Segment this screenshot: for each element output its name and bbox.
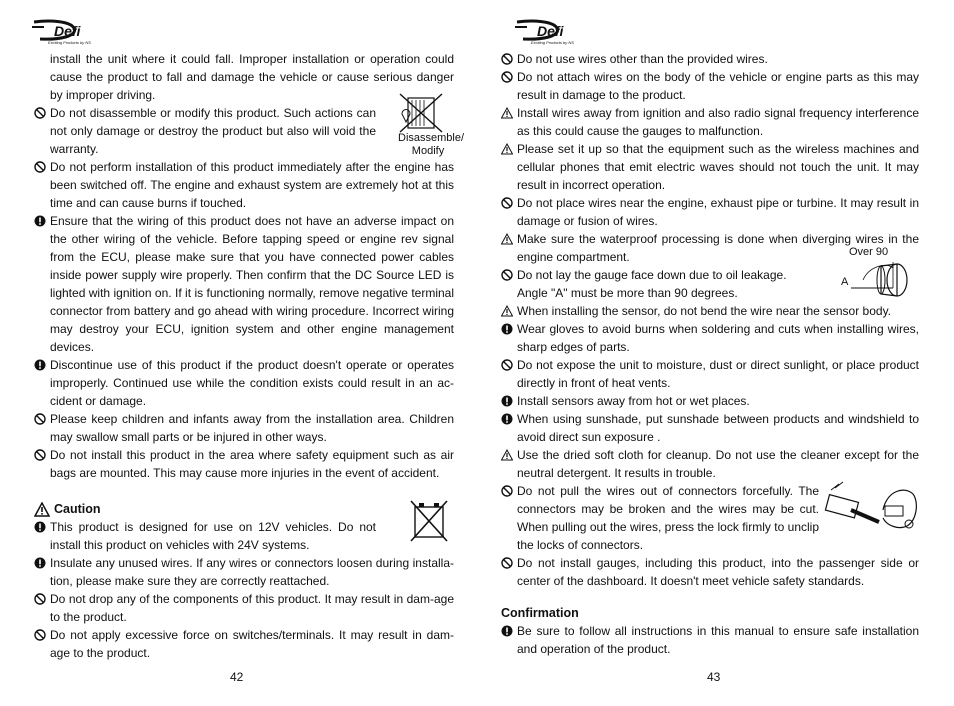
- logo-text: Defi: [54, 23, 81, 39]
- item-text: Do not attach wires on the body of the vehicle or engine parts as this may result in damage to the product.: [517, 70, 919, 102]
- list-item: [34, 554, 454, 590]
- list-item: [501, 302, 919, 320]
- item-text: When using sunshade, put sunshade between products and windshield to avoid direct sun exposure .: [517, 412, 919, 444]
- right-content: [501, 50, 919, 658]
- list-item: [34, 518, 454, 554]
- prohibit-icon: [34, 107, 46, 119]
- prohibit-icon: [34, 413, 46, 425]
- item-text: This product is designed for use on 12V vehicles. Do not install this product on vehicles with 24V systems.: [50, 520, 376, 552]
- item-text: When installing the sensor, do not bend the wire near the sensor body.: [517, 304, 892, 318]
- prohibit-icon: [501, 71, 513, 83]
- item-text: Insulate any unused wires. If any wires or connectors loosen during installa-tion, please make sure they are correctly reattached.: [50, 556, 454, 588]
- item-text: Do not apply excessive force on switches/terminals. It may result in dam-age to the product.: [50, 628, 454, 660]
- mandatory-icon: [34, 215, 46, 227]
- continuation-paragraph: install the unit where it could fall. Improper installation or operation could cause the product to fall and damage the vehicle or cause serious danger by improper driving.: [50, 52, 454, 102]
- prohibit-icon: [501, 53, 513, 65]
- list-item: [501, 194, 919, 230]
- list-item: [34, 410, 454, 446]
- list-item: [34, 590, 454, 626]
- angle-a-label: A: [841, 276, 849, 288]
- defi-logo: [30, 18, 102, 46]
- caution-heading-text: Caution: [54, 502, 101, 516]
- warning-icon: [34, 502, 50, 517]
- list-item: [34, 626, 454, 662]
- list-item: [34, 212, 454, 356]
- list-item: [34, 356, 454, 410]
- item-text: Do not use wires other than the provided wires.: [517, 52, 768, 66]
- list-item: [501, 356, 919, 392]
- angle-over-label: Over 90: [849, 246, 889, 258]
- mandatory-icon: [501, 413, 513, 425]
- item-text: Do not expose the unit to moisture, dust or direct sunlight, or place product directly in front of heat vents.: [517, 358, 919, 390]
- item-text: Do not pull the wires out of connectors forcefully. The connectors may be broken and the wires may be cut. When pulling out the wires, press the lock firmly to unclip the locks of connectors.: [517, 484, 819, 552]
- item-text: Please set it up so that the equipment such as the wireless machines and cellular phones that emit electric waves should not touch the unit. It may result in incorrect operation.: [517, 142, 919, 192]
- prohibit-icon: [34, 161, 46, 173]
- page-number-left: 42: [230, 670, 244, 684]
- defi-logo-graphic: [513, 18, 585, 46]
- disassemble-prohibited-illustration: [398, 92, 444, 134]
- page-right: [477, 0, 954, 706]
- mandatory-icon: [501, 625, 513, 637]
- list-item: [501, 50, 919, 68]
- logo-text: Defi: [537, 23, 564, 39]
- item-text: Use the dried soft cloth for cleanup. Do not use the cleaner except for the neutral detergent. It results in trouble.: [517, 448, 919, 480]
- list-item: [501, 410, 919, 446]
- item-text: Install wires away from ignition and also radio signal frequency interference as this could cause the gauges to malfunction.: [517, 106, 919, 138]
- item-text: Do not disassemble or modify this product. Such actions can not only damage or destroy the product but also will void the warranty.: [50, 106, 376, 156]
- item-text: Do not perform installation of this product immediately after the engine has been switched off. The engine and exhaust system are extremely hot at this time and can cause burns if touched.: [50, 160, 454, 210]
- connector-illustration: [821, 480, 921, 540]
- list-item: [501, 104, 919, 140]
- mandatory-icon: [34, 359, 46, 371]
- mandatory-icon: [501, 395, 513, 407]
- warning-icon: [501, 143, 513, 155]
- caution-heading: [34, 500, 454, 518]
- list-item: [501, 320, 919, 356]
- page-number-right: 43: [707, 670, 721, 684]
- prohibit-icon: [501, 269, 513, 281]
- confirmation-heading: Confirmation: [501, 606, 579, 620]
- list-item: [501, 392, 919, 410]
- item-text: Do not drop any of the components of this product. It may result in dam-age to the product.: [50, 592, 454, 624]
- warning-icon: [501, 107, 513, 119]
- list-item: [34, 158, 454, 212]
- list-item: [34, 446, 454, 482]
- prohibit-icon: [501, 197, 513, 209]
- defi-logo-graphic: [30, 18, 102, 46]
- logo-tagline: Exciting Products by NS: [531, 40, 574, 45]
- list-item: [501, 68, 919, 104]
- item-text: Ensure that the wiring of this product does not have an adverse impact on the other wiring of the vehicle. Before tapping speed or engine rev signal from the ECU, please make sure that you have connected power cables inside power supply wire properly. Then confirm that the DC Source LED is lighted with ignition on. If it is functioning normally, remove negative terminal connector from battery and go ahead with wiring procedure. Incorrect wiring may destroy your ECU, ignition system and other engine management devices.: [50, 214, 454, 354]
- disassemble-label: Disassemble/ Modify: [398, 132, 465, 157]
- logo-tagline: Exciting Products by NS: [48, 40, 91, 45]
- item-text: Make sure the waterproof processing is done when diverging wires in the engine compartment.: [517, 232, 919, 264]
- item-text: Do not install gauges, including this product, into the passenger side or center of the dashboard. It doesn't meet vehicle safety standards.: [517, 556, 919, 588]
- list-item: [501, 446, 919, 482]
- prohibit-icon: [501, 557, 513, 569]
- battery-prohibited-illustration: [409, 497, 449, 543]
- prohibit-icon: [34, 449, 46, 461]
- item-text: Wear gloves to avoid burns when soldering and cuts when installing wires, sharp edges of parts.: [517, 322, 919, 354]
- warning-icon: [501, 233, 513, 245]
- gauge-angle-illustration: [843, 258, 913, 302]
- warning-icon: [501, 449, 513, 461]
- mandatory-icon: [501, 323, 513, 335]
- item-text: Install sensors away from hot or wet places.: [517, 394, 750, 408]
- item-text: Do not install this product in the area where safety equipment such as air bags are mounted. This may cause more injuries in the event of accident.: [50, 448, 454, 480]
- item-text: Discontinue use of this product if the product doesn't operate or operates improperly. Continued use while the condition exists could result in an ac-cident or damage.: [50, 358, 454, 408]
- list-item: [501, 554, 919, 590]
- list-item: [34, 104, 454, 158]
- defi-logo: [513, 18, 585, 46]
- item-text: Do not place wires near the engine, exhaust pipe or turbine. It may result in damage or fusion of wires.: [517, 196, 919, 228]
- item-text: Be sure to follow all instructions in this manual to ensure safe installation and operation of the product.: [517, 624, 919, 656]
- mandatory-icon: [34, 557, 46, 569]
- mandatory-icon: [34, 521, 46, 533]
- angle-note: Angle "A" must be more than 90 degrees.: [517, 286, 738, 300]
- prohibit-icon: [34, 629, 46, 641]
- list-item: [501, 622, 919, 658]
- warning-icon: [501, 305, 513, 317]
- left-content: [34, 50, 454, 662]
- prohibit-icon: [501, 485, 513, 497]
- item-text: Do not lay the gauge face down due to oil leakage.: [517, 268, 787, 282]
- item-text: Please keep children and infants away from the installation area. Children may swallow small parts or be injured in other ways.: [50, 412, 454, 444]
- prohibit-icon: [501, 359, 513, 371]
- list-item: [501, 140, 919, 194]
- prohibit-icon: [34, 593, 46, 605]
